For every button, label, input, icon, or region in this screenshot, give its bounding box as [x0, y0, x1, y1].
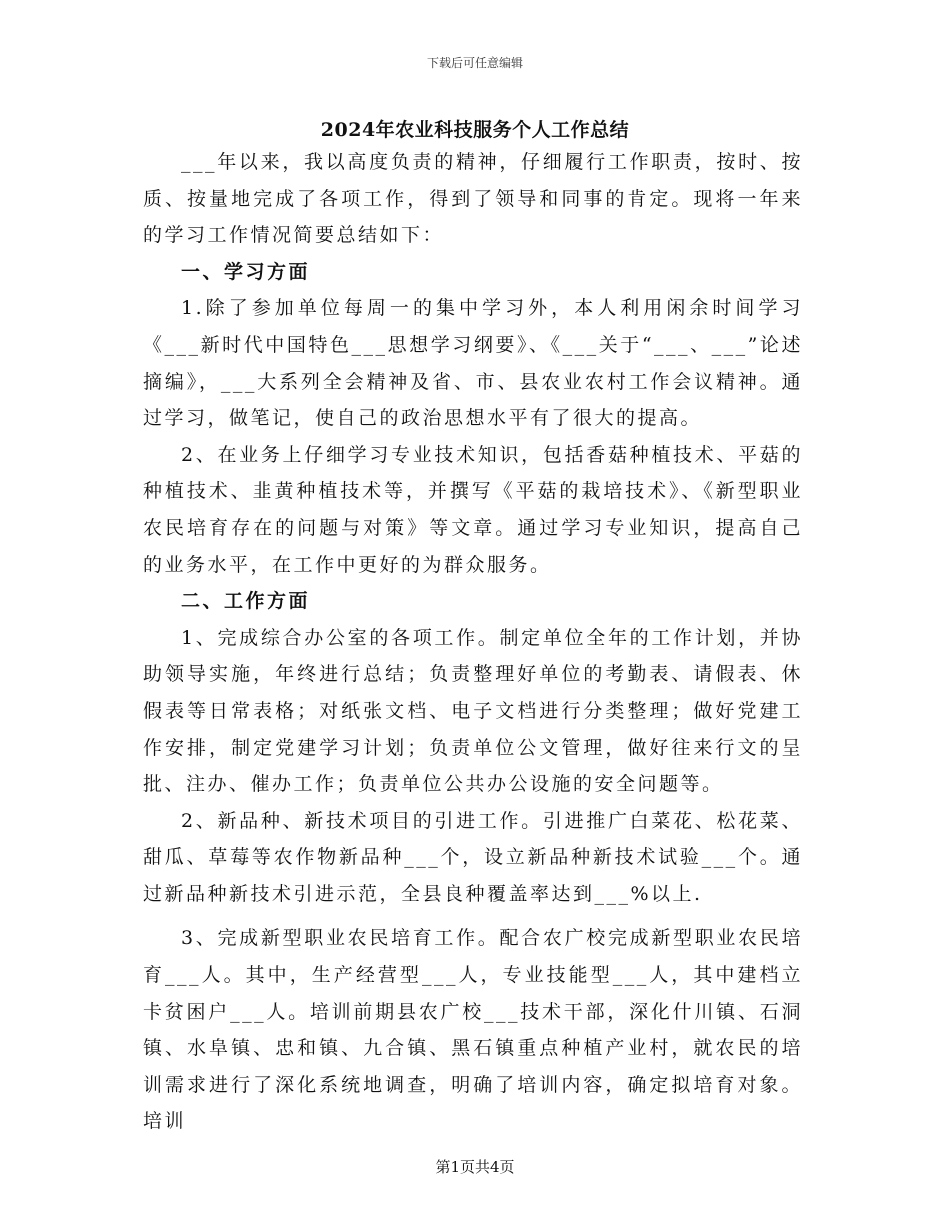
intro-paragraph: ___年以来，我以高度负责的精神，仔细履行工作职责，按时、按质、按量地完成了各项工作，得到了领导和同事的肯定。现将一年来的学习工作情况简要总结如下： — [143, 151, 803, 247]
study-paragraph-2: 2、在业务上仔细学习专业技术知识，包括香菇种植技术、平菇的种植技术、韭黄种植技术等，并撰写《平菇的栽培技术》、《新型职业农民培育存在的问题与对策》等文章。通过学习专业知识，提高自己的业务水平，在工作中更好的为群众服务。 — [143, 443, 803, 576]
document-title: 2024年农业科技服务个人工作总结 — [320, 119, 630, 141]
work-paragraph-2: 2、新品种、新技术项目的引进工作。引进推广白菜花、松花菜、甜瓜、草莓等农作物新品种___个，设立新品种新技术试验___个。通过新品种新技术引进示范，全县良种覆盖率达到___%以上. — [143, 809, 803, 905]
work-paragraph-1: 1、完成综合办公室的各项工作。制定单位全年的工作计划，并协助领导实施，年终进行总结；负责整理好单位的考勤表、请假表、休假表等日常表格；对纸张文档、电子文档进行分类整理；做好党建工作安排，制定党建学习计划；负责单位公文管理，做好往来行文的呈批、注办、催办工作；负责单位公共办公设施的安全问题等。 — [143, 626, 803, 796]
work-paragraph-3: 3、完成新型职业农民培育工作。配合农广校完成新型职业农民培育___人。其中，生产经营型___人，专业技能型___人，其中建档立卡贫困户___人。培训前期县农广校___技术干部，深化什川镇、石洞镇、水阜镇、忠和镇、九合镇、黑石镇重点种植产业村，就农民的培训需求进行了深化系统地调查，明确了培训内容，确定拟培育对象。培训 — [143, 927, 803, 1133]
study-paragraph-1: 1.除了参加单位每周一的集中学习外，本人利用闲余时间学习《___新时代中国特色___思想学习纲要》、《___关于“___、___”论述摘编》，___大系列全会精神及省、市、县农业农村工作会议精神。通过学习，做笔记，使自己的政治思想水平有了很大的提高。 — [143, 297, 803, 430]
page-number: 第1页共4页 — [435, 1158, 515, 1176]
section-heading-work: 二、工作方面 — [181, 590, 311, 613]
document-body — [143, 144, 803, 1140]
section-heading-study: 一、学习方面 — [181, 260, 311, 283]
page-header-note: 下载后可任意编辑 — [426, 56, 523, 70]
